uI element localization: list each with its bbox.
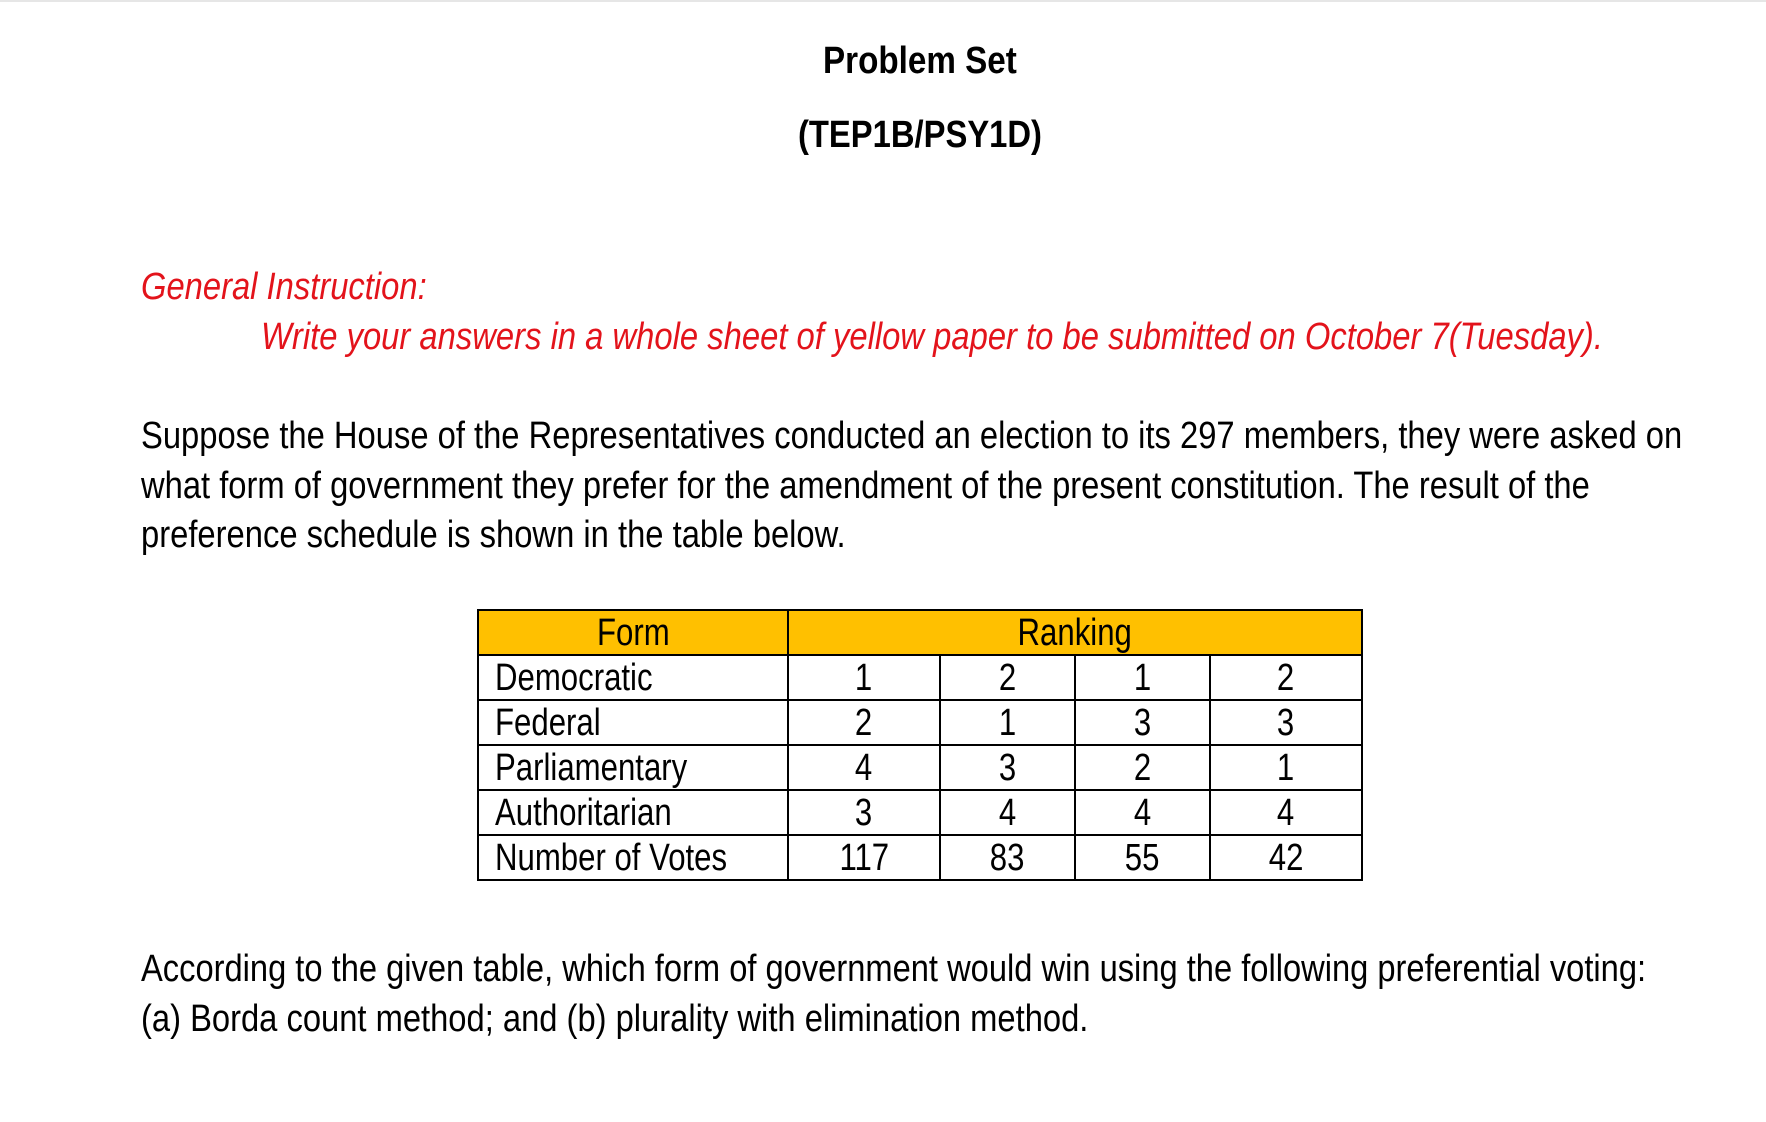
rank-cell: 55 [1075,835,1210,880]
intro-line-3: preference schedule is shown in the table below. [141,514,846,556]
table-header-row [478,610,1362,655]
row-label: Number of Votes [478,835,788,880]
rank-cell: 4 [1075,790,1210,835]
top-border [0,0,1766,2]
rank-cell: 4 [788,745,940,790]
instruction-text: Write your answers in a whole sheet of yellow paper to be submitted on October 7(Tuesday). [261,316,1603,358]
preference-schedule-table [477,609,1363,881]
rank-cell: 1 [940,700,1075,745]
rank-cell: 2 [940,655,1075,700]
header-form: Form [478,610,788,655]
question-line-2: (a) Borda count method; and (b) plurality with elimination method. [141,998,1089,1040]
intro-line-1: Suppose the House of the Representatives conducted an election to its 297 members, they were asked on [141,415,1683,457]
rank-cell: 4 [940,790,1075,835]
rank-cell: 3 [940,745,1075,790]
row-label: Parliamentary [478,745,788,790]
page-subtitle: (TEP1B/PSY1D) [798,114,1042,156]
rank-cell: 42 [1210,835,1362,880]
rank-cell: 1 [1075,655,1210,700]
rank-cell: 83 [940,835,1075,880]
rank-cell: 4 [1210,790,1362,835]
rank-cell: 1 [1210,745,1362,790]
rank-cell: 117 [788,835,940,880]
table-row [478,835,1362,880]
row-label: Federal [478,700,788,745]
header-ranking: Ranking [788,610,1362,655]
page-title: Problem Set [823,40,1017,82]
instruction-heading: General Instruction: [141,266,427,308]
question-line-1: According to the given table, which form of government would win using the following preferential voting: [141,948,1647,990]
rank-cell: 1 [788,655,940,700]
rank-cell: 2 [1075,745,1210,790]
rank-cell: 3 [1075,700,1210,745]
rank-cell: 3 [788,790,940,835]
table-row [478,745,1362,790]
intro-line-2: what form of government they prefer for the amendment of the present constitution. The result of the [141,465,1590,507]
rank-cell: 2 [788,700,940,745]
rank-cell: 2 [1210,655,1362,700]
rank-cell: 3 [1210,700,1362,745]
table-row [478,700,1362,745]
table-row [478,655,1362,700]
row-label: Authoritarian [478,790,788,835]
table-row [478,790,1362,835]
row-label: Democratic [478,655,788,700]
